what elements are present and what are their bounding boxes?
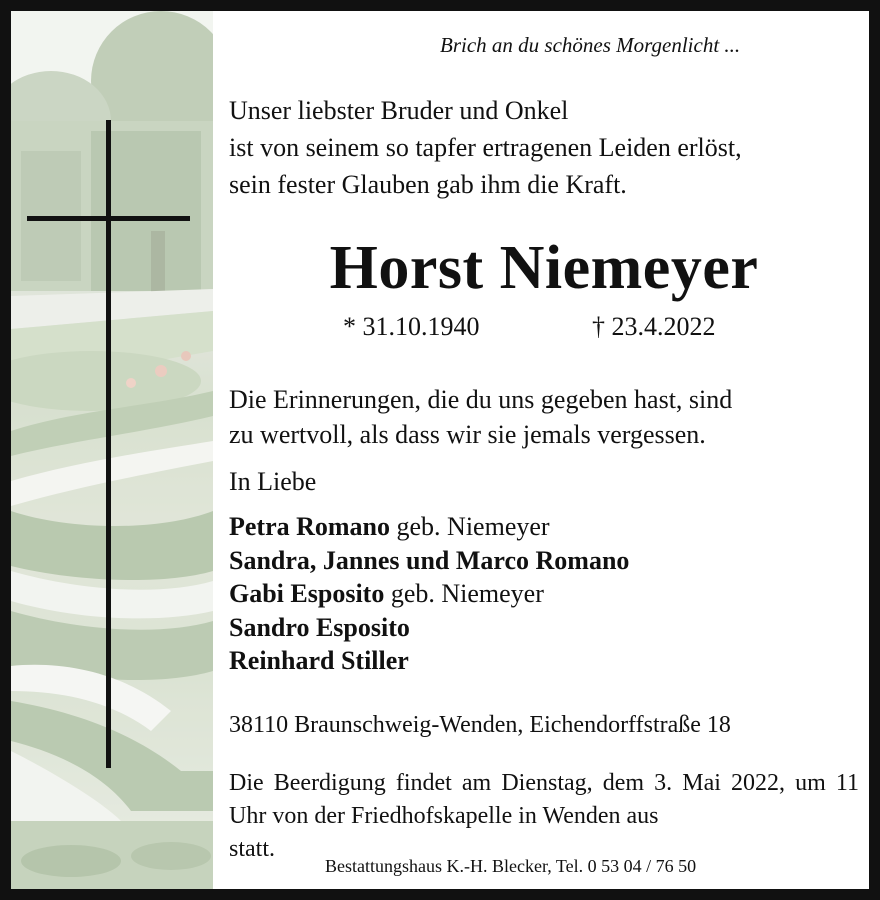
quote-line: Die Erinnerungen, die du uns gegeben hast, sind xyxy=(229,385,733,414)
mourner-entry xyxy=(229,544,629,578)
mourner-name: Petra Romano xyxy=(229,512,391,541)
funeral-line: Die Beerdigung findet am Dienstag, dem 3. Mai 2022, xyxy=(229,770,786,796)
memorial-quote xyxy=(229,382,732,452)
death-date: † 23.4.2022 xyxy=(592,312,716,341)
intro-line: sein fester Glauben gab ihm die Kraft. xyxy=(229,170,627,199)
mourner-suffix: geb. Niemeyer xyxy=(390,512,550,541)
garden-illustration xyxy=(11,11,213,889)
birth-date: * 31.10.1940 xyxy=(343,312,480,341)
mourner-entry xyxy=(229,577,629,611)
cross-horizontal xyxy=(27,216,190,221)
mourner-entry xyxy=(229,510,629,544)
mourner-name: Gabi Esposito xyxy=(229,579,385,608)
intro-line: Unser liebster Bruder und Onkel xyxy=(229,96,569,125)
mourner-entry xyxy=(229,611,629,645)
mourner-name: Reinhard Stiller xyxy=(229,646,409,675)
mourner-name: Sandra, Jannes und Marco Romano xyxy=(229,545,630,575)
mourner-entry xyxy=(229,644,629,678)
garden-photo xyxy=(11,11,213,889)
mourner-name: Sandro Esposito xyxy=(229,612,410,642)
mourner-suffix: geb. Niemeyer xyxy=(384,579,544,608)
funeral-line: um 11 Uhr von der Friedhofskapelle in Wenden aus xyxy=(229,770,860,829)
mourners-list xyxy=(229,510,629,678)
funeral-line: statt. xyxy=(229,836,275,862)
funeral-notice xyxy=(229,767,859,866)
intro-line: ist von seinem so tapfer ertragenen Leiden erlöst, xyxy=(229,133,742,162)
quote-line: zu wertvoll, als dass wir sie jemals vergessen. xyxy=(229,420,706,449)
intro-text xyxy=(229,92,742,203)
family-address: 38110 Braunschweig-Wenden, Eichendorffstraße 18 xyxy=(229,712,731,738)
deceased-name: Horst Niemeyer xyxy=(329,234,759,302)
motto: Brich an du schönes Morgenlicht ... xyxy=(440,33,741,57)
in-liebe-label: In Liebe xyxy=(229,467,317,496)
undertaker-info: Bestattungshaus K.-H. Blecker, Tel. 0 53 04 / 76 50 xyxy=(325,856,697,876)
